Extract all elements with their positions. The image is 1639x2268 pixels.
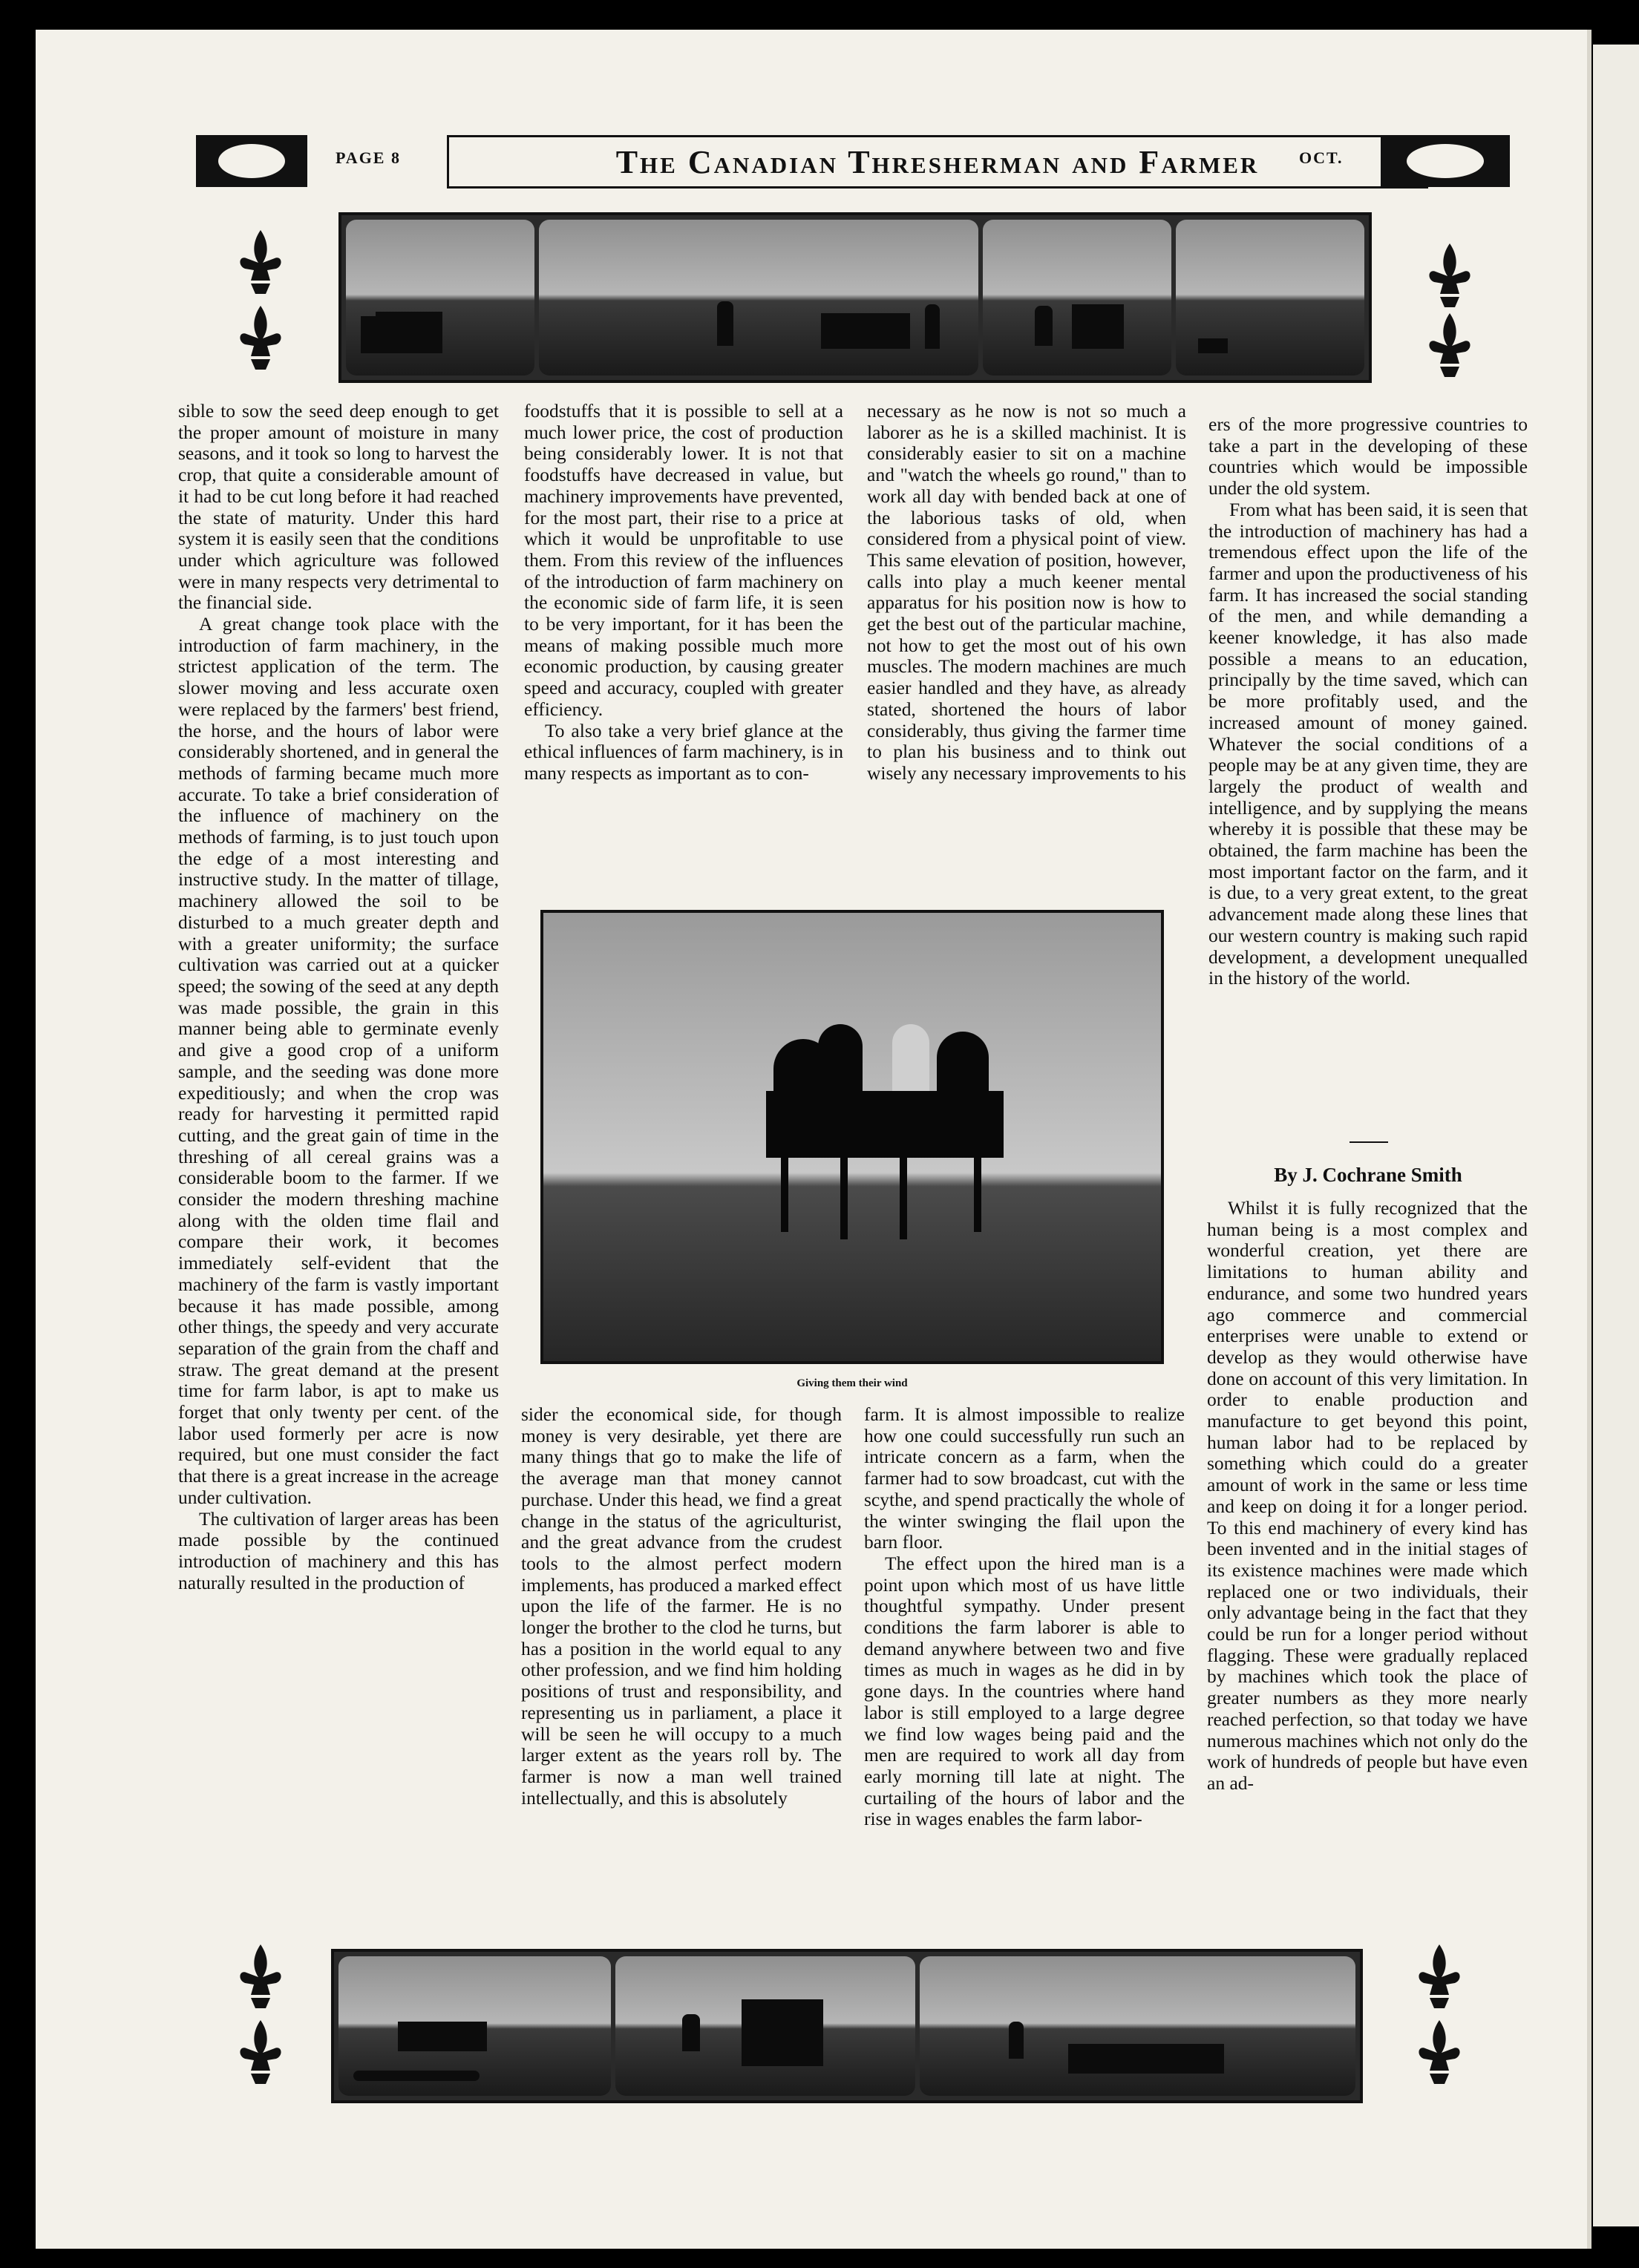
- steam-engine-photo: [983, 220, 1171, 376]
- photo-caption: Giving them their wind: [796, 1377, 908, 1389]
- paragraph: farm. It is almost impossible to realize how one could successfully run such an intricate concern as a farm, when the farmer had to sow broadcast, cut with the scythe, and spend practically the whole of the winter swinging the flail upon the barn floor.: [864, 1403, 1185, 1553]
- paragraph: The effect upon the hired man is a point upon which most of us have little thoughtful sympathy. Under present conditions the farm laborer is able to demand anywhere between two and five times as much in wages as he did in by gone days. In the countries where hand labor is still employed to a large degree we find low wages being paid and the men are required to work all day from early morning till late at night. The curtailing of the hours of labor and the rise in wages enables the farm labor-: [864, 1552, 1185, 1830]
- fleur-de-lis-icon: [236, 2019, 285, 2085]
- horse-team-photo: [920, 1956, 1355, 2096]
- article-column-1: [178, 401, 499, 1593]
- article-column-4: [1208, 414, 1528, 989]
- page-number: PAGE 8: [336, 148, 401, 167]
- fleur-de-lis-icon: [236, 229, 285, 295]
- plowing-engine-photo: [615, 1956, 915, 2096]
- fleur-de-lis-icon: [1415, 1943, 1464, 2010]
- paragraph: necessary as he now is not so much a laborer as he is a skilled machinist. It is considerably easier to sit on a machine and "watch the wheels go round," than to work all day with bended back at one of the laborious tasks of old, when considered from a physical point of view. This same elevation of position, however, calls into play a much keener mental apparatus for his position now is how to get the best out of the particular machine, not how to get the most out of his own muscles. The modern machines are much easier handled and they have, as already stated, shortened the hours of labor considerably, thus giving the farmer time to plan his business and to think out wisely any necessary improvements to his: [867, 400, 1186, 784]
- section-divider: [1350, 1141, 1388, 1143]
- masthead-right-ornament: [1381, 135, 1510, 187]
- paragraph: foodstuffs that it is possible to sell at a much lower price, the cost of production being considerably lower. It is not that foodstuffs have decreased in value, but machinery improvements have prevented, for the most part, their rise to a price at which it would be unprofitable to use them. From this review of the influences of the introduction of farm machinery on the economic side of farm life, it is seen to be very important, for it has been the means of making possible much more economic production, by causing greater speed and accuracy, coupled with greater efficiency.: [524, 400, 843, 720]
- top-photo-strip: [338, 212, 1372, 383]
- article-column-4-second-article: [1207, 1198, 1528, 1795]
- issue-month: OCT.: [1299, 148, 1344, 167]
- seeding-photo: [338, 1956, 611, 2096]
- fleur-de-lis-icon: [236, 304, 285, 371]
- paragraph: ers of the more progressive countries to take a part in the developing of these countries which would be impossible under the old system.: [1208, 413, 1528, 499]
- bottom-photo-strip: [331, 1949, 1363, 2103]
- masthead-title-box: [447, 135, 1428, 189]
- masthead: [196, 135, 1510, 187]
- fleur-de-lis-icon: [1425, 312, 1474, 378]
- masthead-left-ornament: [196, 135, 307, 187]
- paragraph: A great change took place with the introduction of farm machinery, in the strictest application of the term. The slower moving and less accurate oxen were replaced by the farmers' best friend, the horse, and the hours of labor were considerably shortened, and in general the methods of farming became much more accurate. To take a brief consideration of the influence of machinery on the methods of farming, is to just touch upon the edge of a most interesting and instructive study. In the matter of tillage, machinery allowed the soil to be disturbed to a much greater depth and with a greater uniformity; the surface cultivation was carried out at a quicker speed; the sowing of the seed at any depth was made possible, the grain in this manner being able to germinate evenly and give a good crop of a uniform sample, and the seeding was done more expeditiously; and when the crop was ready for harvesting it permitted rapid cutting, and the great gain of time in the threshing of all cereal grains was a considerable boom to the farmer. If we consider the modern threshing machine along with the olden time flail and compare their work, it becomes immediately self-evident that the machinery of the farm is vastly important because it has made possible, among other things, the speedy and very accurate separation of the grain from the chaff and straw. The great demand at the present time for farm labor, is apt to make us forget that only twenty per cent. of the labor used formerly per acre is now required, but one must consider the fact that there is a great increase in the acreage under cultivation.: [178, 613, 499, 1508]
- byline: By J. Cochrane Smith: [1274, 1164, 1462, 1186]
- paragraph: From what has been said, it is seen that the introduction of machinery has had a tremendous effect upon the life of the farmer and upon the productiveness of his farm. It has increased the social standing of the men, and while demanding a keener knowledge, it has also made possible a means to an education, principally by the time saved, which can be more profitably used, and the increased amount of money gained. Whatever the social conditions of a people may be at any given time, they are largely the product of wealth and intelligence, and by supplying the means whereby it is possible that these may be obtained, the farm machine has been the most important factor on the farm, and it is due, to a very great extent, to the great advancement made along these lines that our western country is making such rapid development, a development unequalled in the history of the world.: [1208, 498, 1528, 989]
- adjacent-page-edge: [1593, 45, 1639, 2226]
- paragraph: To also take a very brief glance at the ethical influences of farm machinery, is in many respects as important as to con-: [524, 719, 843, 784]
- paragraph: sible to sow the seed deep enough to get the proper amount of moisture in many seasons, and it took so long to harvest the crop, that quite a considerable amount of it had to be cut long before it had reached the state of maturity. Under this hard system it is easily seen that the conditions under which agriculture was followed were in many respects very detrimental to the financial side.: [178, 400, 499, 614]
- horses-plowing-photo: [540, 910, 1164, 1364]
- article-column-2-bottom: [521, 1404, 842, 1809]
- fleur-de-lis-icon: [236, 1943, 285, 2010]
- paragraph: The cultivation of larger areas has been made possible by the continued introduction of machinery and this has naturally resulted in the production of: [178, 1507, 499, 1593]
- tractor-field-photo: [1176, 220, 1364, 376]
- threshing-photo: [346, 220, 534, 376]
- article-column-3-top: [867, 401, 1186, 784]
- article-column-3-bottom: [864, 1404, 1185, 1830]
- fleur-de-lis-icon: [1425, 242, 1474, 309]
- paragraph: sider the economical side, for though money is very desirable, yet there are many things that go to make the life of the average man that money cannot purchase. Under this head, we find a great change in the status of the agriculturist, and the great advance from the crudest tools to the almost perfect modern implements, has produced a marked effect upon the life of the farmer. He is no longer the brother to the clod he turns, but has a position in the world equal to any other profession, and we find him holding positions of trust and responsibility, and representing us in parliament, a place it will be seen he will occupy to a much larger extent as the years roll by. The farmer is now a man well trained intellectually, and this is absolutely: [521, 1403, 842, 1809]
- paragraph: Whilst it is fully recognized that the human being is a most complex and wonderful creation, yet there are limitations to human ability and endurance, and some two hundred years ago commerce and commercial enterprises were unable to extend or develop as they would otherwise have done on account of this very limitation. In order to enable production and manufacture to get beyond this point, human labor had to be replaced by something which could do a greater amount of work in the same or less time and keep on doing it for a longer period. To this end machinery of every kind has been invented and in the initial stages of its existence machines were made which replaced one or two individuals, their only advantage being in the fact that they could be run for a longer period without flagging. These were gradually replaced by machines which took the place of greater numbers as they more nearly reached perfection, so that today we have numerous machines which not only do the work of hundreds of people but have even an ad-: [1207, 1197, 1528, 1794]
- magazine-title: The Canadian Thresherman and Farmer: [615, 144, 1260, 180]
- harvest-field-photo: [539, 220, 978, 376]
- article-column-2-top: [524, 401, 843, 784]
- fleur-de-lis-icon: [1415, 2019, 1464, 2085]
